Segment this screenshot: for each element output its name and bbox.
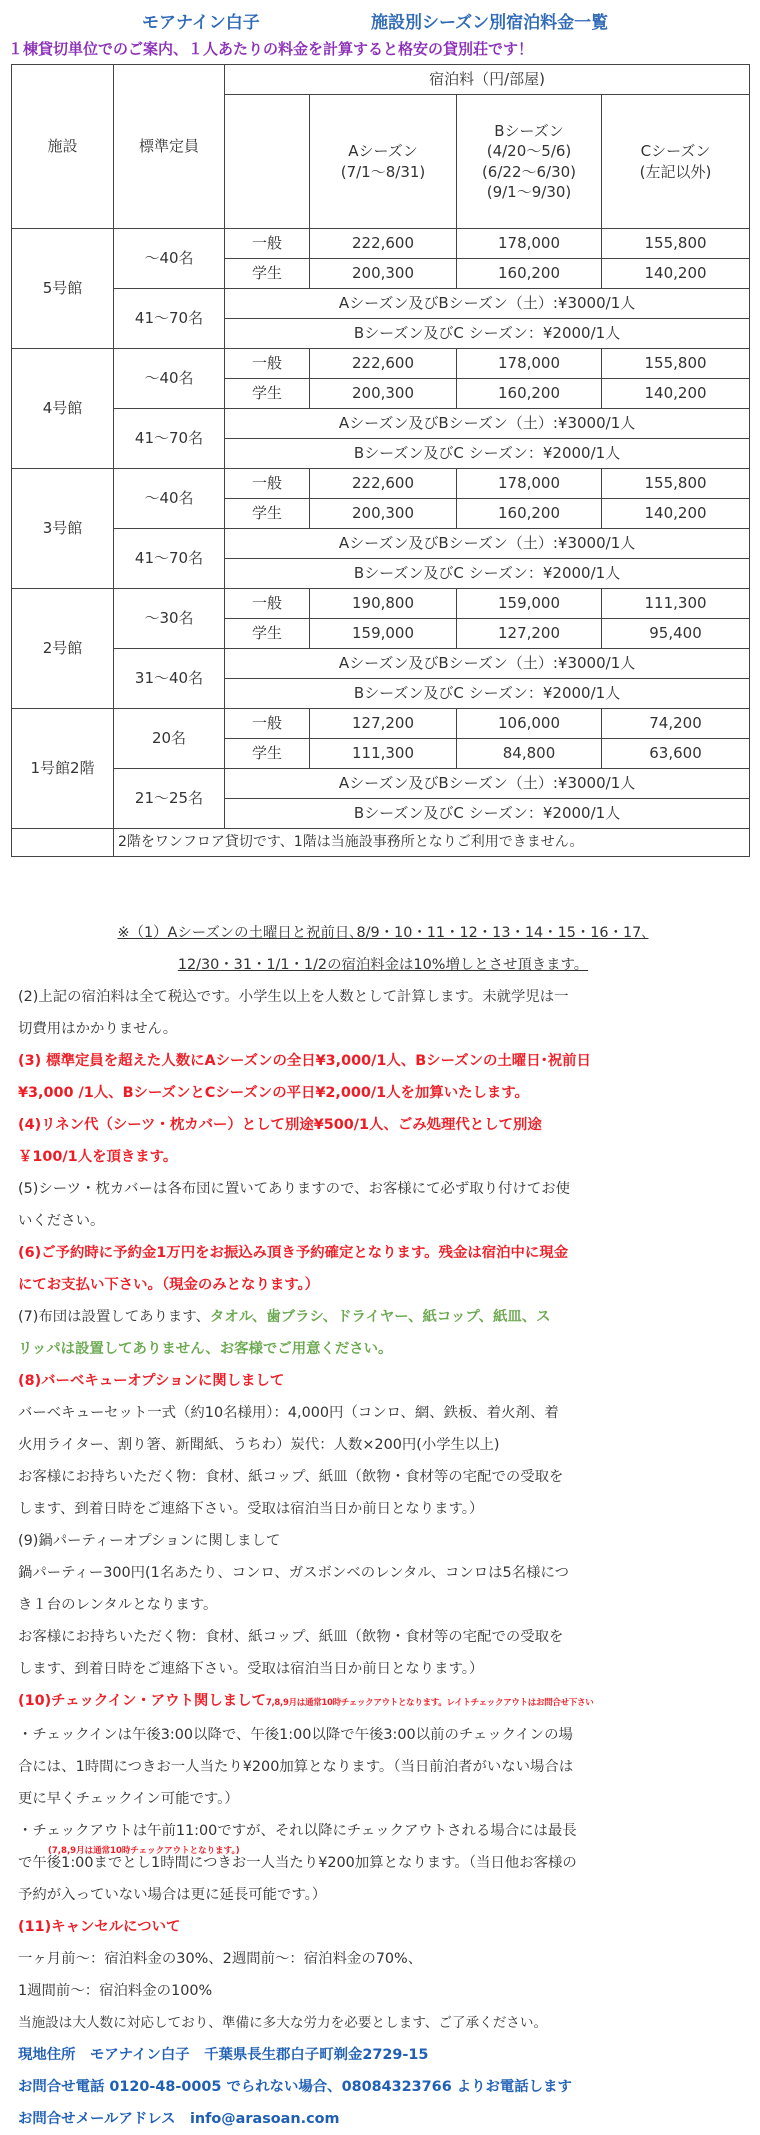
note-10-heading: (10)チェックイン・アウト関しまして [18, 1693, 266, 1709]
extra-charge-line-1: Aシーズン及びBシーズン（土）:¥3000/1人 [225, 649, 750, 679]
facility-name: 1号館2階 [12, 709, 114, 829]
header-season-a: Aシーズン (7/1～8/31) [310, 95, 457, 229]
rate-a: 222,600 [310, 229, 457, 259]
rate-a: 127,200 [310, 709, 457, 739]
contact-email[interactable]: お問合せメールアドレス info@arasoan.com [18, 2111, 340, 2127]
note-1-line-2: 12/30・31・1/1・1/2の宿泊料金は10%増しとさせ頂きます。 [177, 957, 589, 973]
rate-b: 178,000 [457, 229, 602, 259]
note-3-line-1: (3) 標準定員を超えた人数にAシーズンの全日¥3,000/1人、Bシーズンの土曜日･祝前日 [18, 1053, 591, 1069]
note-10-line-1: ・チェックインは午後3:00以降で、午後1:00以降で午後3:00以前のチェックインの場 [18, 1727, 573, 1743]
note-2-line-1: (2)上記の宿泊料は全て税込です。小学生以上を人数として計算します。未就学児は一 [18, 989, 569, 1005]
rate-a: 222,600 [310, 349, 457, 379]
note-7-prefix: (7)布団は設置してあります、 [18, 1309, 210, 1325]
rate-a: 200,300 [310, 499, 457, 529]
rate-a: 200,300 [310, 259, 457, 289]
rate-c: 140,200 [602, 499, 750, 529]
note-10-line-6: 予約が入っていない場合は更に延長可能です。） [18, 1887, 327, 1903]
rate-b: 106,000 [457, 709, 602, 739]
rate-c: 140,200 [602, 259, 750, 289]
note-6-line-1: (6)ご予約時に予約金1万円をお振込み頂き予約確定となります。残金は宿泊中に現金 [18, 1245, 569, 1261]
note-8-line-4: します、到着日時をご連絡下さい。受取は宿泊当日か前日となります。） [18, 1501, 484, 1517]
rate-b: 178,000 [457, 469, 602, 499]
capacity-extra: 41～70名 [114, 529, 225, 589]
table-row [12, 229, 750, 259]
note-10-checkout-notice-2: (7,8,9月は通常10時チェックアウトとなります。) [48, 1846, 240, 1856]
table-row [12, 349, 750, 379]
note-11-heading: (11)キャンセルについて [18, 1919, 181, 1935]
notes-section [18, 917, 748, 2135]
rate-type: 一般 [225, 589, 310, 619]
contact-address: 現地住所 モアナイン白子 千葉県長生郡白子町剃金2729-15 [18, 2047, 429, 2063]
capacity-extra: 31～40名 [114, 649, 225, 709]
rate-b: 160,200 [457, 379, 602, 409]
note-11-line-3: 当施設は大人数に対応しており、準備に多大な労力を必要とします、ご了承ください。 [18, 2015, 548, 2031]
facility-name: 2号館 [12, 589, 114, 709]
extra-charge-line-1: Aシーズン及びBシーズン（土）:¥3000/1人 [225, 769, 750, 799]
note-10-heading-line [18, 1685, 748, 1719]
rate-type: 学生 [225, 379, 310, 409]
contact-phone[interactable]: お問合せ電話 0120-48-0005 でられない場合、08084323766 よりお電話します [18, 2079, 572, 2095]
rate-type: 一般 [225, 469, 310, 499]
note-9-line-1: 鍋パーティー300円(1名あたり、コンロ、ガスボンベのレンタル、コンロは5名様につ [18, 1565, 569, 1581]
rate-type: 学生 [225, 259, 310, 289]
note-1-line-1: ※（1）Aシーズンの土曜日と祝前日､8/9・10・11・12・13・14・15・16・17､ [117, 925, 649, 941]
note-10-line-2: 合には、1時間につきお一人当たり¥200加算となります。（当日前泊者がいない場合は [18, 1759, 574, 1775]
rate-type: 一般 [225, 349, 310, 379]
note-10-line-3: 更に早くチェックイン可能です。） [18, 1791, 239, 1807]
header-blank [225, 95, 310, 229]
note-8-line-2: 火用ライター、割り箸、新聞紙、うちわ）炭代：人数×200円(小学生以上) [18, 1437, 500, 1453]
subtitle: １棟貸切単位でのご案内、１人あたりの料金を計算すると格安の貸別荘です！ [8, 40, 534, 58]
capacity-standard: ～30名 [114, 589, 225, 649]
extra-charge-line-2: Bシーズン及びC シーズン：¥2000/1人 [225, 679, 750, 709]
rate-b: 84,800 [457, 739, 602, 769]
note-4-line-2: ￥100/1人を頂きます。 [18, 1149, 178, 1165]
rate-b: 127,200 [457, 619, 602, 649]
table-row [12, 409, 750, 439]
table-row [12, 709, 750, 739]
rate-a: 200,300 [310, 379, 457, 409]
rate-b: 160,200 [457, 499, 602, 529]
table-row [12, 469, 750, 499]
note-4-line-1: (4)リネン代（シーツ・枕カバー）として別途¥500/1人、ごみ処理代として別途 [18, 1117, 542, 1133]
header-capacity: 標準定員 [114, 65, 225, 229]
table-row [12, 289, 750, 319]
extra-charge-line-2: Bシーズン及びC シーズン：¥2000/1人 [225, 319, 750, 349]
note-11-line-2: 1週間前～：宿泊料金の100% [18, 1983, 213, 1999]
rate-b: 160,200 [457, 259, 602, 289]
page-title: 施設別シーズン別宿泊料金一覧 [371, 13, 609, 33]
rate-c: 111,300 [602, 589, 750, 619]
rate-a: 159,000 [310, 619, 457, 649]
capacity-standard: 20名 [114, 709, 225, 769]
rate-type: 一般 [225, 709, 310, 739]
note-9-heading: (9)鍋パーティーオプションに関しまして [18, 1533, 281, 1549]
rate-b: 159,000 [457, 589, 602, 619]
capacity-extra: 41～70名 [114, 289, 225, 349]
note-10-checkout-notice: 7,8,9月は通常10時チェックアウトとなります。レイトチェックアウトはお問合せ下さい [265, 1698, 594, 1708]
rate-type: 学生 [225, 619, 310, 649]
note-8-heading: (8)バーベキューオプションに関しまして [18, 1373, 285, 1389]
extra-charge-line-2: Bシーズン及びC シーズン：¥2000/1人 [225, 799, 750, 829]
table-row [12, 649, 750, 679]
facility-name: 3号館 [12, 469, 114, 589]
header-season-c: Cシーズン (左記以外) [602, 95, 750, 229]
rate-c: 155,800 [602, 229, 750, 259]
note-9-line-4: します、到着日時をご連絡下さい。受取は宿泊当日か前日となります。） [18, 1661, 484, 1677]
rate-a: 111,300 [310, 739, 457, 769]
note-9-line-2: き１台のレンタルとなります。 [18, 1597, 218, 1613]
footnote-blank [12, 829, 114, 857]
facility-name: 4号館 [12, 349, 114, 469]
capacity-standard: ～40名 [114, 229, 225, 289]
note-11-line-1: 一ヶ月前～：宿泊料金の30%、2週間前～：宿泊料金の70%、 [18, 1951, 423, 1967]
header-rate: 宿泊料（円/部屋) [225, 65, 750, 95]
note-10-line-4-text: ・チェックアウトは午前11:00ですが、それ以降にチェックアウトされる場合には最長 [18, 1823, 577, 1839]
extra-charge-line-1: Aシーズン及びBシーズン（土）:¥3000/1人 [225, 529, 750, 559]
capacity-standard: ～40名 [114, 349, 225, 409]
capacity-extra: 21～25名 [114, 769, 225, 829]
rate-c: 155,800 [602, 469, 750, 499]
rate-type: 一般 [225, 229, 310, 259]
note-9-line-3: お客様にお持ちいただく物：食材、紙コップ、紙皿（飲物・食材等の宅配での受取を [18, 1629, 564, 1645]
note-10-line-5: で午後1:00までとし1時間につきお一人当たり¥200加算となります。（当日他お客様の [18, 1855, 577, 1871]
note-8-line-3: お客様にお持ちいただく物：食材、紙コップ、紙皿（飲物・食材等の宅配での受取を [18, 1469, 564, 1485]
capacity-standard: ～40名 [114, 469, 225, 529]
note-3-line-2: ¥3,000 /1人、BシーズンとCシーズンの平日¥2,000/1人を加算いたします。 [18, 1085, 529, 1101]
note-7-line-1 [18, 1301, 748, 1333]
extra-charge-line-1: Aシーズン及びBシーズン（土）:¥3000/1人 [225, 409, 750, 439]
table-row [12, 829, 750, 857]
rate-table [11, 64, 750, 857]
header-facility: 施設 [12, 65, 114, 229]
rate-c: 63,600 [602, 739, 750, 769]
note-2-line-2: 切費用はかかりません。 [18, 1021, 178, 1037]
extra-charge-line-1: Aシーズン及びBシーズン（土）:¥3000/1人 [225, 289, 750, 319]
note-6-line-2: にてお支払い下さい。（現金のみとなります。） [18, 1277, 320, 1293]
rate-c: 140,200 [602, 379, 750, 409]
extra-charge-line-2: Bシーズン及びC シーズン：¥2000/1人 [225, 439, 750, 469]
rate-a: 222,600 [310, 469, 457, 499]
note-5-line-1: (5)シーツ・枕カバーは各布団に置いてありますので、お客様にて必ず取り付けてお使 [18, 1181, 570, 1197]
note-7-line-2: リッパは設置してありません、お客様でご用意ください。 [18, 1341, 393, 1357]
rate-type: 学生 [225, 739, 310, 769]
note-5-line-2: いください。 [18, 1213, 105, 1229]
rate-c: 74,200 [602, 709, 750, 739]
table-row [12, 769, 750, 799]
capacity-extra: 41～70名 [114, 409, 225, 469]
extra-charge-line-2: Bシーズン及びC シーズン：¥2000/1人 [225, 559, 750, 589]
note-10-line-4 [18, 1815, 748, 1856]
rate-a: 190,800 [310, 589, 457, 619]
rate-type: 学生 [225, 499, 310, 529]
table-row [12, 589, 750, 619]
table-footnote: 2階をワンフロア貸切です、1階は当施設事務所となりご利用できません。 [114, 829, 750, 857]
facility-name: 5号館 [12, 229, 114, 349]
rate-c: 95,400 [602, 619, 750, 649]
rate-b: 178,000 [457, 349, 602, 379]
header-season-b: Bシーズン (4/20～5/6) (6/22～6/30) (9/1～9/30) [457, 95, 602, 229]
note-8-line-1: バーベキューセット一式（約10名様用）：4,000円（コンロ、網、鉄板、着火剤、着 [18, 1405, 559, 1421]
table-row [12, 529, 750, 559]
note-7-amenities: タオル、歯ブラシ、ドライヤー、紙コップ、紙皿、ス [209, 1309, 551, 1325]
company-name: モアナイン白子 [142, 13, 260, 33]
rate-c: 155,800 [602, 349, 750, 379]
